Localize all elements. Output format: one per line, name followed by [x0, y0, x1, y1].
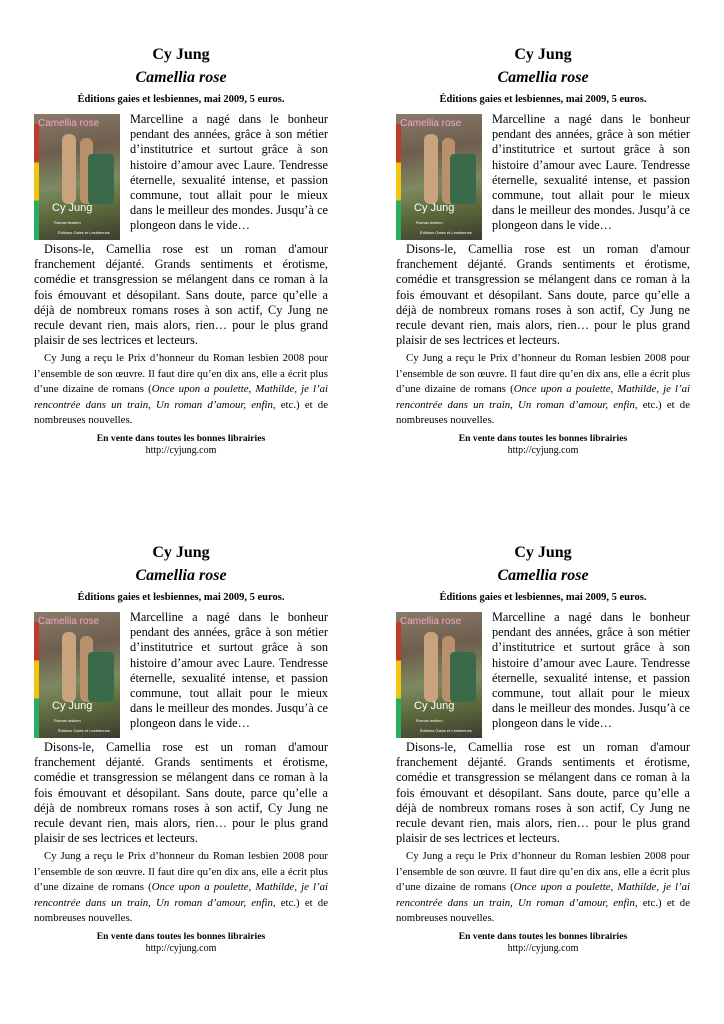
- website-url: http://cyjung.com: [145, 445, 217, 457]
- work-title: Mathilde, je l’ai rencontrée dans un train: [396, 383, 690, 411]
- book-title: Camellia rose: [135, 69, 227, 86]
- intro-paragraph: Marcelline a nagé dans le bonheur pendant des années, grâce à son métier d’institutrice et surtout grâce à son histoire d’amour avec Laure. Tendresse éternelle, sexualité intense, et passion commune, tout allait pour le mieux dans le meilleur des mondes. Jusqu’à ce plongeon dans le vide…: [130, 610, 328, 731]
- cover-stripe: [396, 622, 401, 738]
- cover-author: Cy Jung: [52, 202, 93, 214]
- flyer: [34, 44, 328, 457]
- cover-publisher: Éditions Gaies et Lesbiennes: [420, 728, 472, 733]
- separator: ,: [510, 896, 519, 909]
- work-title: Mathilde, je l’ai rencontrée dans un train: [34, 881, 328, 909]
- cover-figure: [88, 652, 114, 702]
- prize-paragraph: [396, 849, 690, 926]
- prize-paragraph: [34, 351, 328, 428]
- cover-figure: [450, 652, 476, 702]
- book-title: Camellia rose: [135, 567, 227, 584]
- author-name: Cy Jung: [514, 544, 572, 561]
- flyer: [396, 542, 690, 955]
- work-title: Once upon a poulette: [151, 383, 249, 396]
- publisher-line: Éditions gaies et lesbiennes, mai 2009, 5 euros.: [439, 592, 647, 603]
- intro-paragraph: Marcelline a nagé dans le bonheur pendant des années, grâce à son métier d’institutrice et surtout grâce à son histoire d’amour avec Laure. Tendresse éternelle, sexualité intense, et passion commune, tout allait pour le mieux dans le meilleur des mondes. Jusqu’à ce plongeon dans le vide…: [130, 112, 328, 233]
- cover-subtitle: Roman lesbien: [54, 220, 81, 225]
- work-title: Un roman d’amour, enfin: [518, 896, 635, 909]
- work-title: Mathilde, je l’ai rencontrée dans un train: [34, 383, 328, 411]
- book-cover-image: [396, 114, 482, 240]
- author-name: Cy Jung: [152, 46, 210, 63]
- body-paragraph: Disons-le, Camellia rose est un roman d'amour franchement déjanté. Grands sentiments et érotisme, comédie et transgression se mélangent dans ce roman à la fois émouvant et désopilant. Sans doute, parce qu’elle a déjà de nombreux romans roses à son actif, Cy Jung ne recule devant rien, mais alors, rien… pour le plus grand plaisir de ses lectrices et lecteurs.: [34, 740, 328, 846]
- separator: ,: [610, 881, 618, 894]
- cover-title: Camellia rose: [38, 118, 100, 129]
- cover-subtitle: Roman lesbien: [54, 718, 81, 723]
- prize-paragraph: [34, 849, 328, 926]
- prize-text: , etc.) et de nombreuses nouvelles.: [396, 896, 690, 925]
- separator: ,: [248, 383, 256, 396]
- cover-publisher: Éditions Gaies et Lesbiennes: [58, 230, 110, 235]
- cover-subtitle: Roman lesbien: [416, 718, 443, 723]
- work-title: Mathilde, je l’ai rencontrée dans un train: [396, 881, 690, 909]
- work-title: Once upon a poulette: [513, 383, 611, 396]
- separator: ,: [248, 881, 256, 894]
- cover-stripe: [396, 124, 401, 240]
- prize-text: , etc.) et de nombreuses nouvelles.: [34, 398, 328, 427]
- separator: ,: [510, 398, 519, 411]
- intro-paragraph: Marcelline a nagé dans le bonheur pendant des années, grâce à son métier d’institutrice et surtout grâce à son histoire d’amour avec Laure. Tendresse éternelle, sexualité intense, et passion commune, tout allait pour le mieux dans le meilleur des mondes. Jusqu’à ce plongeon dans le vide…: [492, 112, 690, 233]
- body-paragraph: Disons-le, Camellia rose est un roman d'amour franchement déjanté. Grands sentiments et érotisme, comédie et transgression se mélangent dans ce roman à la fois émouvant et désopilant. Sans doute, parce qu’elle a déjà de nombreux romans roses à son actif, Cy Jung ne recule devant rien, mais alors, rien… pour le plus grand plaisir de ses lectrices et lecteurs.: [396, 740, 690, 846]
- cover-publisher: Éditions Gaies et Lesbiennes: [420, 230, 472, 235]
- book-title: Camellia rose: [497, 567, 589, 584]
- flyer: [396, 44, 690, 457]
- work-title: Once upon a poulette: [513, 881, 611, 894]
- book-cover-image: [396, 612, 482, 738]
- separator: ,: [148, 398, 157, 411]
- flyer: [34, 542, 328, 955]
- cover-title: Camellia rose: [400, 118, 462, 129]
- work-title: Un roman d’amour, enfin: [156, 398, 273, 411]
- cover-title: Camellia rose: [400, 616, 462, 627]
- book-cover-image: [34, 114, 120, 240]
- prize-text: Cy Jung a reçu le Prix d’honneur du Roman lesbien 2008 pour l’ensemble de son œuvre. Il faut dire qu’en dix ans, elle a écrit plus d’une dizaine de romans (: [34, 352, 328, 396]
- cover-figure: [424, 632, 438, 702]
- prize-text: Cy Jung a reçu le Prix d’honneur du Roman lesbien 2008 pour l’ensemble de son œuvre. Il faut dire qu’en dix ans, elle a écrit plus d’une dizaine de romans (: [396, 352, 690, 396]
- separator: ,: [148, 896, 157, 909]
- work-title: Un roman d’amour, enfin: [156, 896, 273, 909]
- cover-author: Cy Jung: [414, 700, 455, 712]
- body-paragraph: Disons-le, Camellia rose est un roman d'amour franchement déjanté. Grands sentiments et érotisme, comédie et transgression se mélangent dans ce roman à la fois émouvant et désopilant. Sans doute, parce qu’elle a déjà de nombreux romans roses à son actif, Cy Jung ne recule devant rien, mais alors, rien… pour le plus grand plaisir de ses lectrices et lecteurs.: [396, 242, 690, 348]
- cover-figure: [424, 134, 438, 204]
- prize-text: , etc.) et de nombreuses nouvelles.: [34, 896, 328, 925]
- cover-publisher: Éditions Gaies et Lesbiennes: [58, 728, 110, 733]
- publisher-line: Éditions gaies et lesbiennes, mai 2009, 5 euros.: [77, 592, 285, 603]
- prize-paragraph: [396, 351, 690, 428]
- cover-title: Camellia rose: [38, 616, 100, 627]
- cover-figure: [62, 632, 76, 702]
- author-name: Cy Jung: [152, 544, 210, 561]
- work-title: Once upon a poulette: [151, 881, 249, 894]
- publisher-line: Éditions gaies et lesbiennes, mai 2009, 5 euros.: [439, 94, 647, 105]
- sale-notice: En vente dans toutes les bonnes librairies: [458, 433, 628, 445]
- book-cover-image: [34, 612, 120, 738]
- author-name: Cy Jung: [514, 46, 572, 63]
- cover-stripe: [34, 622, 39, 738]
- work-title: Un roman d’amour, enfin: [518, 398, 635, 411]
- sale-notice: En vente dans toutes les bonnes librairies: [96, 433, 266, 445]
- website-url: http://cyjung.com: [145, 943, 217, 955]
- sale-notice: En vente dans toutes les bonnes librairies: [96, 931, 266, 943]
- cover-figure: [62, 134, 76, 204]
- cover-subtitle: Roman lesbien: [416, 220, 443, 225]
- cover-figure: [450, 154, 476, 204]
- website-url: http://cyjung.com: [507, 445, 579, 457]
- book-title: Camellia rose: [497, 69, 589, 86]
- website-url: http://cyjung.com: [507, 943, 579, 955]
- publisher-line: Éditions gaies et lesbiennes, mai 2009, 5 euros.: [77, 94, 285, 105]
- sale-notice: En vente dans toutes les bonnes librairies: [458, 931, 628, 943]
- intro-paragraph: Marcelline a nagé dans le bonheur pendant des années, grâce à son métier d’institutrice et surtout grâce à son histoire d’amour avec Laure. Tendresse éternelle, sexualité intense, et passion commune, tout allait pour le mieux dans le meilleur des mondes. Jusqu’à ce plongeon dans le vide…: [492, 610, 690, 731]
- body-paragraph: Disons-le, Camellia rose est un roman d'amour franchement déjanté. Grands sentiments et érotisme, comédie et transgression se mélangent dans ce roman à la fois émouvant et désopilant. Sans doute, parce qu’elle a déjà de nombreux romans roses à son actif, Cy Jung ne recule devant rien, mais alors, rien… pour le plus grand plaisir de ses lectrices et lecteurs.: [34, 242, 328, 348]
- cover-author: Cy Jung: [414, 202, 455, 214]
- prize-text: , etc.) et de nombreuses nouvelles.: [396, 398, 690, 427]
- cover-stripe: [34, 124, 39, 240]
- cover-figure: [88, 154, 114, 204]
- cover-author: Cy Jung: [52, 700, 93, 712]
- prize-text: Cy Jung a reçu le Prix d’honneur du Roman lesbien 2008 pour l’ensemble de son œuvre. Il faut dire qu’en dix ans, elle a écrit plus d’une dizaine de romans (: [396, 850, 690, 894]
- separator: ,: [610, 383, 618, 396]
- prize-text: Cy Jung a reçu le Prix d’honneur du Roman lesbien 2008 pour l’ensemble de son œuvre. Il faut dire qu’en dix ans, elle a écrit plus d’une dizaine de romans (: [34, 850, 328, 894]
